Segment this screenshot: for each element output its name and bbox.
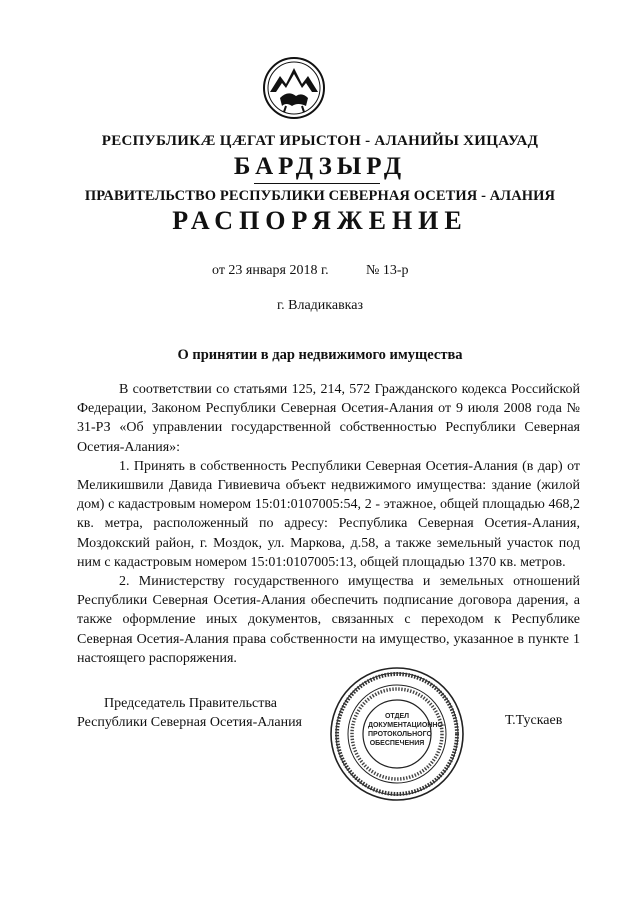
ossetian-government-name: РЕСПУБЛИКӔ ЦӔГАТ ИРЫСТОН - АЛАНИЙЫ ХИЦАУАД — [101, 133, 539, 149]
document-city: г. Владикавказ — [276, 298, 364, 313]
document-date: от 23 января 2018 г. — [212, 263, 329, 278]
clause-1-paragraph: 1. Принять в собственность Республики Северная Осетия-Алания (в дар) от Меликишвили Давида Гивиевича объект недвижимого имущества: здание (жилой дом) с кадастровым номером 15:01:0107005:54, 2 - этажное, общей площадью 468,2 кв. метра, расположенный по адресу: Республика Северная Осетия-Алания, Моздокский район, г. Моздок, ул. Маркова, д.58, а также земельный участок под ним с кадастровым номером 15:01:0107005:13, общей площадью 1370 кв. метров. — [77, 458, 580, 570]
coat-of-arms-icon — [262, 56, 326, 120]
signatory-role-line-1: Председатель Правительства — [104, 696, 277, 711]
document-body — [77, 380, 580, 668]
document-title: О принятии в дар недвижимого имущества — [177, 347, 463, 363]
russian-document-type: РАСПОРЯЖЕНИЕ — [172, 206, 468, 235]
preamble-paragraph: В соответствии со статьями 125, 214, 572 Гражданского кодекса Российской Федерации, Законом Республики Северная Осетия-Алания от 9 июля 2008 года № 31-РЗ «Об управлении государственной собственностью Республики Северная Осетия-Алания»: — [77, 382, 580, 455]
title-underline — [254, 183, 380, 184]
document-number: № 13-р — [366, 263, 409, 278]
seal-inner-text: ОТДЕЛ ДОКУМЕНТАЦИОННО- ПРОТОКОЛЬНОГО ОБЕСПЕЧЕНИЯ — [368, 713, 446, 747]
russian-government-name: ПРАВИТЕЛЬСТВО РЕСПУБЛИКИ СЕВЕРНАЯ ОСЕТИЯ - АЛАНИЯ — [84, 188, 556, 204]
clause-2-paragraph: 2. Министерству государственного имущества и земельных отношений Республики Северная Осетия-Алания обеспечить подписание договора дарения, а также оформление иных документов, связанных с переходом к Республике Северная Осетия-Алания права собственности на имущество, указанное в пункте 1 настоящего распоряжения. — [77, 574, 580, 666]
ossetian-document-type: БАРДЗЫРД — [233, 153, 407, 180]
signatory-role — [77, 694, 302, 732]
signatory-role-line-2: Республики Северная Осетия-Алания — [77, 715, 302, 730]
signatory-name: Т.Тускаев — [505, 713, 563, 728]
